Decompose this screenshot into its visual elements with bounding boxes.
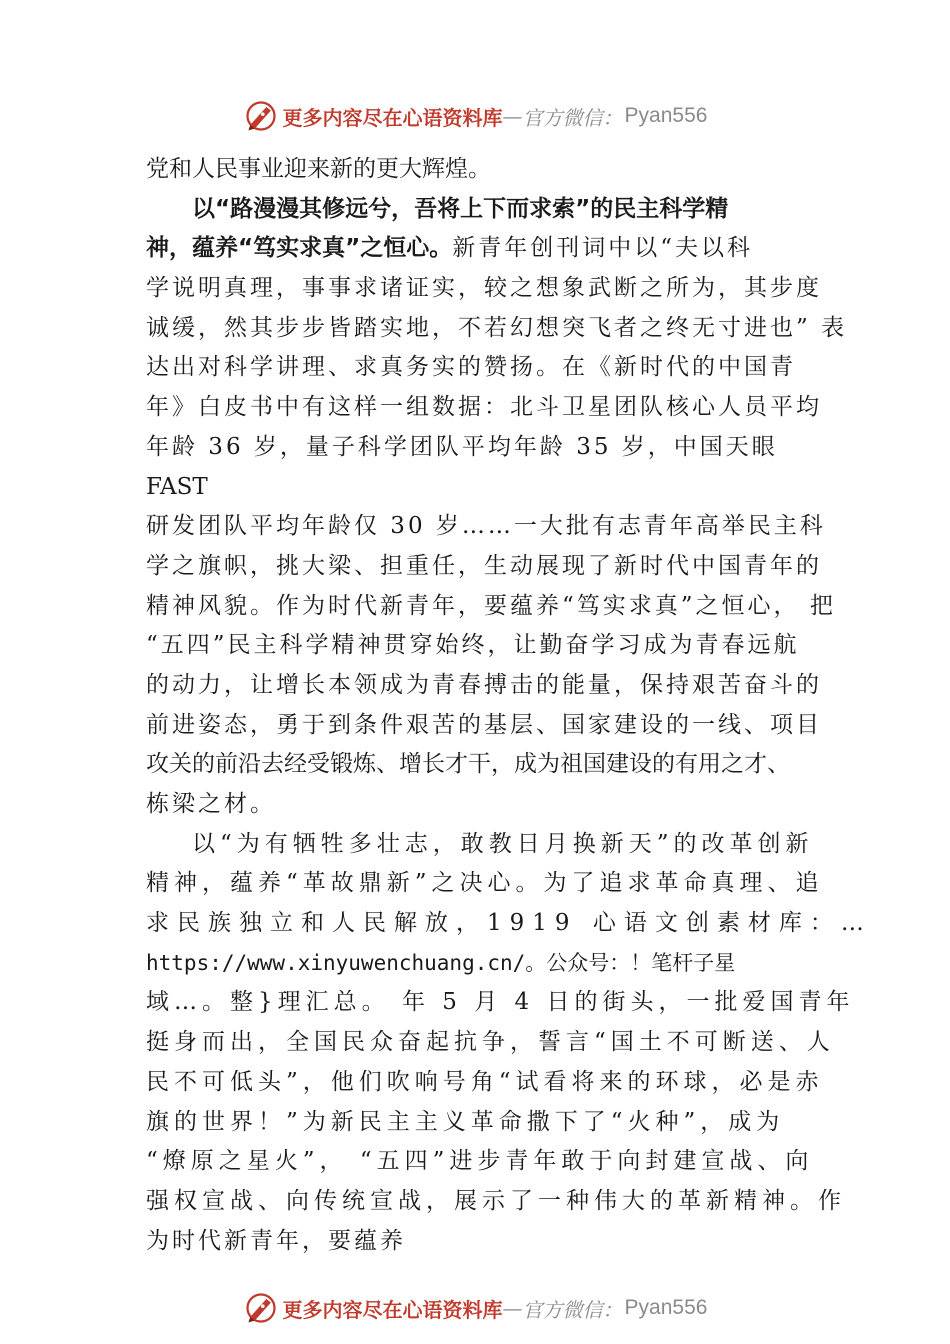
text-line: 研发团队平均年龄仅 30 岁……一大批有志青年高举民主科 [146,513,826,540]
banner-title: 更多内容尽在心语资料库 [282,1297,503,1322]
banner-wechat-id: Pyan556 [624,104,708,127]
text-line: 求民族独立和人民解放，1919 心语文创素材库：… [146,910,872,937]
text-line: 前进姿态，勇于到条件艰苦的基层、国家建设的一线、项目 [146,711,822,738]
text-line: https://www.xinyuwenchuang.cn/。公众号：！笔杆子星 [146,950,736,975]
text-line: 学之旗帜，挑大梁、担重任，生动展现了新时代中国青年的 [146,552,822,579]
text-line: 年》白皮书中有这样一组数据：北斗卫星团队核心人员平均 [146,394,822,421]
text-line: 党和人民事业迎来新的更大辉煌。 [146,156,491,182]
text-line: 达出对科学讲理、求真务实的赞扬。在《新时代的中国青 [146,354,796,381]
text-line: 年龄 36 岁，量子科学团队平均年龄 35 岁，中国天眼 [146,433,778,460]
text-line: 精神风貌。作为时代新青年，要蕴养“笃实求真”之恒心， 把 [146,592,836,619]
text-line: 学说明真理，事事求诸证实，较之想象武断之所为，其步度 [146,275,822,302]
text-line: FAST [146,473,208,500]
text-line: 挺身而出，全国民众奋起抗争，誓言“国土不可断送、人 [146,1029,835,1056]
footer-banner [0,1286,950,1330]
bold-heading-line: 以“路漫漫其修远兮，吾将上下而求索”的民主科学精 [192,195,729,222]
text-line: 强权宣战、向传统宣战，展示了一种伟大的革新精神。作 [146,1187,846,1214]
text-line: 诚缓，然其步步皆踏实地，不若幻想突飞者之终无寸进也” 表 [146,314,848,341]
text-line: 精神，蕴养“革故鼎新”之决心。为了追求革命真理、追 [146,870,824,897]
text-line: 以“为有牺牲多壮志，敢教日月换新天”的改革创新 [192,830,814,857]
text-line: 栋梁之材。 [146,791,276,817]
bold-heading-fragment: 神，蕴养“笃实求真”之恒心。 [146,235,453,262]
text-line: “燎原之星火”， “五四”进步青年敢于向封建宣战、向 [146,1148,814,1175]
article-body [146,150,872,1261]
banner-title: 更多内容尽在心语资料库 [282,105,503,130]
pen-logo-icon [243,1290,279,1326]
text-line: 的动力，让增长本领成为青春搏击的能量，保持艰苦奋斗的 [146,671,822,698]
text-line [146,229,836,269]
pen-logo-icon [243,98,279,134]
banner-wechat-label: 官方微信： [522,1297,623,1322]
text-fragment: 新青年创刊词中以“夫以科 [452,235,753,262]
text-line: 域…。整}理汇总。 年 5 月 4 日的街头，一批爱国青年 [146,989,855,1016]
text-line: 为时代新青年，要蕴养 [146,1227,406,1254]
banner-dash: — [502,1296,523,1320]
text-line: 旗的世界！”为新民主主义革命撒下了“火种”，成为 [146,1108,785,1135]
banner-dash: — [502,104,523,128]
text-line: 民不可低头”，他们吹响号角“试看将来的环球，必是赤 [146,1068,824,1095]
banner-wechat-label: 官方微信： [522,105,623,130]
text-line: 攻关的前沿去经受锻炼、增长才干，成为祖国建设的有用之才、 [146,751,790,778]
text-line: “五四”民主科学精神贯穿始终，让勤奋学习成为青春远航 [146,632,800,659]
banner-wechat-id: Pyan556 [624,1296,708,1319]
header-banner [0,94,950,138]
